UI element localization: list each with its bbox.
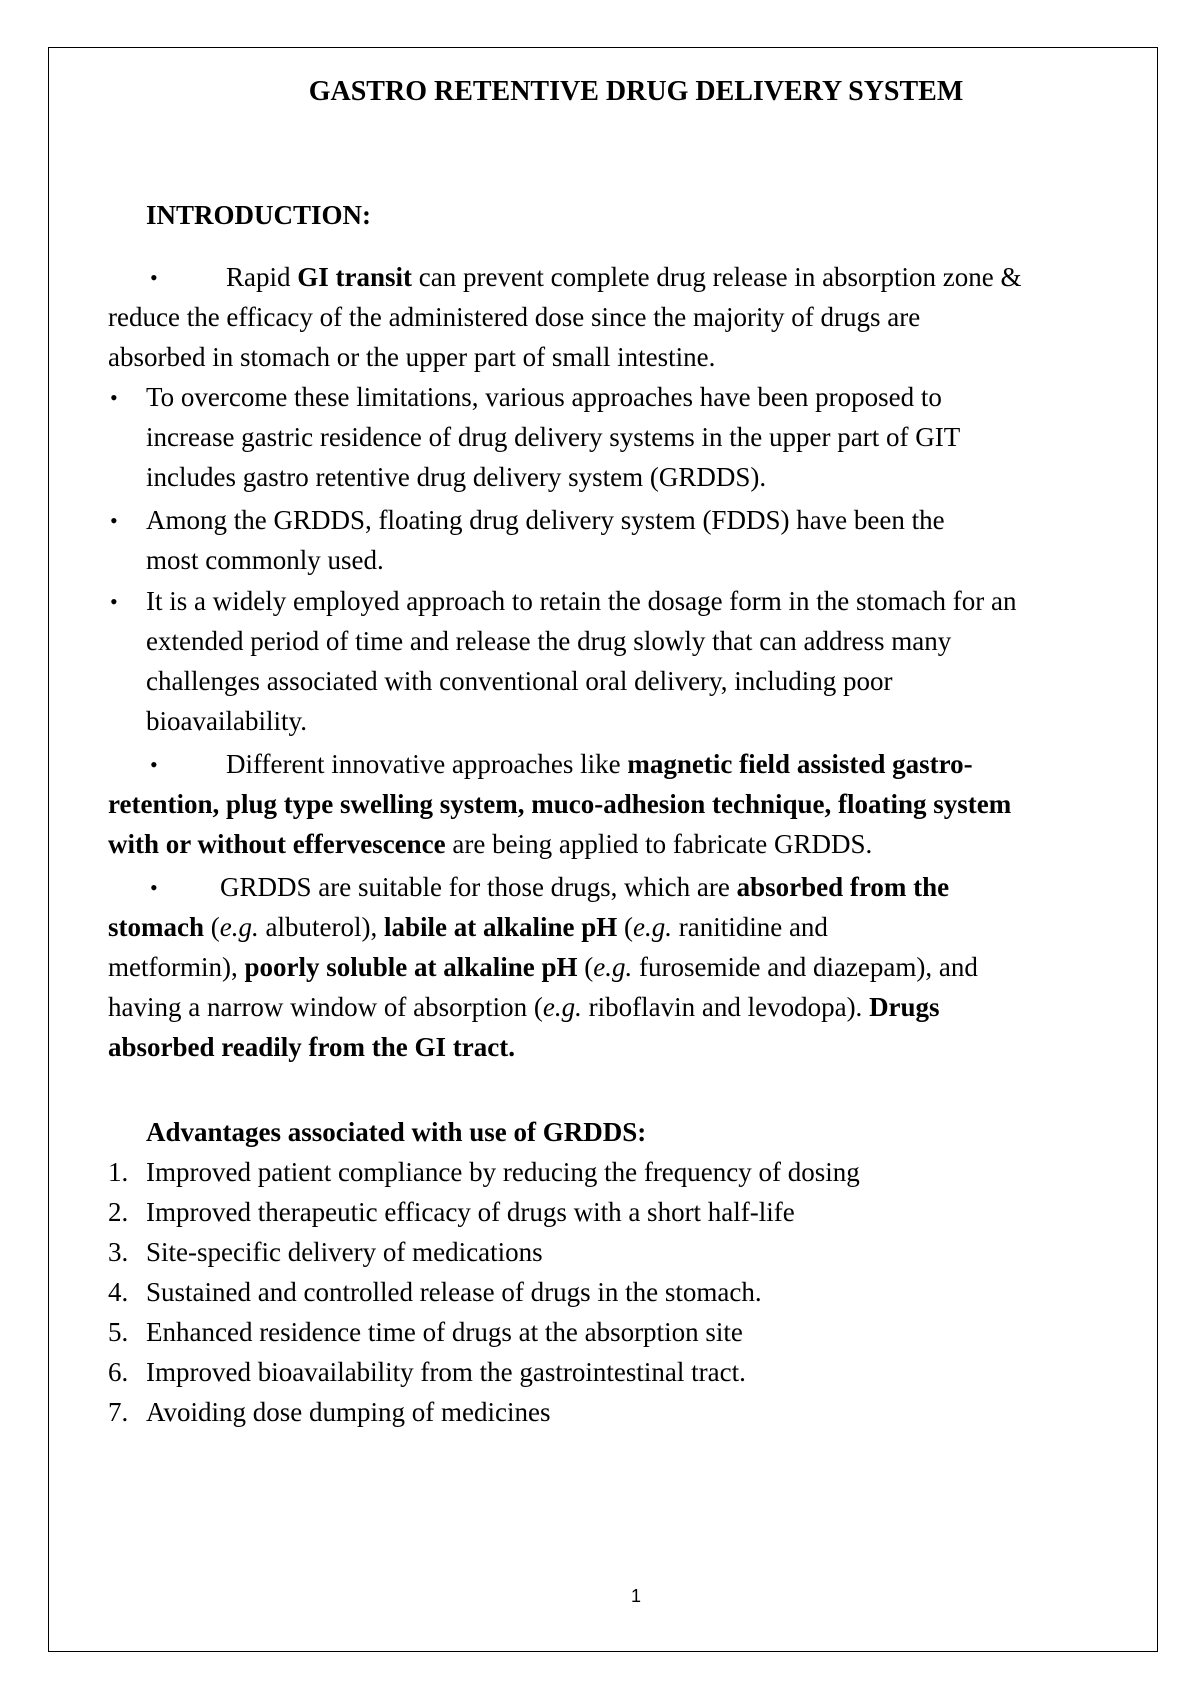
bullet1-line1: Rapid GI transit can prevent complete drug release in absorption zone & <box>226 262 1022 292</box>
bullet-icon: • <box>150 265 158 290</box>
list-item: Improved patient compliance by reducing the frequency of dosing <box>146 1157 860 1187</box>
list-item: Sustained and controlled release of drugs in the stomach. <box>146 1277 762 1307</box>
list-number: 4. <box>108 1277 129 1307</box>
bullet4-line3: challenges associated with conventional oral delivery, including poor <box>146 666 893 696</box>
document-title: GASTRO RETENTIVE DRUG DELIVERY SYSTEM <box>308 76 964 107</box>
bullet2-line2: increase gastric residence of drug delivery systems in the upper part of GIT <box>146 422 961 452</box>
page-number: 1 <box>630 1586 641 1606</box>
bullet-icon: • <box>110 385 118 410</box>
bullet1-line3: absorbed in stomach or the upper part of small intestine. <box>108 342 716 372</box>
list-number: 7. <box>108 1397 129 1427</box>
bullet4-line4: bioavailability. <box>146 706 307 736</box>
bullet-icon: • <box>110 589 118 614</box>
bullet6-line3: metformin), poorly soluble at alkaline pH (e.g. furosemide and diazepam), and <box>108 952 978 982</box>
list-item: Improved bioavailability from the gastrointestinal tract. <box>146 1357 746 1387</box>
bullet1-line2: reduce the efficacy of the administered dose since the majority of drugs are <box>108 302 921 332</box>
bullet-icon: • <box>150 875 158 900</box>
list-item: Site-specific delivery of medications <box>146 1237 543 1267</box>
bullet5-line3: with or without effervescence are being applied to fabricate GRDDS. <box>108 829 873 859</box>
list-item: Avoiding dose dumping of medicines <box>146 1397 551 1427</box>
bullet5-line2: retention, plug type swelling system, muco-adhesion technique, floating system <box>108 789 1012 819</box>
list-number: 1. <box>108 1157 129 1187</box>
bullet3-line1: Among the GRDDS, floating drug delivery system (FDDS) have been the <box>146 505 945 535</box>
bullet5-line1: Different innovative approaches like magnetic field assisted gastro- <box>226 749 973 779</box>
bullet4-line1: It is a widely employed approach to retain the dosage form in the stomach for an <box>146 586 1017 616</box>
list-number: 3. <box>108 1237 129 1267</box>
bullet-icon: • <box>110 508 118 533</box>
bullet2-line1: To overcome these limitations, various approaches have been proposed to <box>146 382 942 412</box>
list-number: 5. <box>108 1317 129 1347</box>
introduction-heading: INTRODUCTION: <box>146 200 372 230</box>
bullet4-line2: extended period of time and release the drug slowly that can address many <box>146 626 952 656</box>
list-item: Improved therapeutic efficacy of drugs with a short half-life <box>146 1197 795 1227</box>
bullet-icon: • <box>150 752 158 777</box>
bullet3-line2: most commonly used. <box>146 545 384 575</box>
bullet6-line5: absorbed readily from the GI tract. <box>108 1032 515 1062</box>
bullet2-line3: includes gastro retentive drug delivery system (GRDDS). <box>146 462 767 492</box>
list-number: 2. <box>108 1197 129 1227</box>
bullet6-line1: GRDDS are suitable for those drugs, which are absorbed from the <box>220 872 950 902</box>
bullet6-line4: having a narrow window of absorption (e.g. riboflavin and levodopa). Drugs <box>108 992 940 1022</box>
list-number: 6. <box>108 1357 129 1387</box>
bullet6-line2: stomach (e.g. albuterol), labile at alkaline pH (e.g. ranitidine and <box>108 912 828 942</box>
list-item: Enhanced residence time of drugs at the absorption site <box>146 1317 743 1347</box>
advantages-heading: Advantages associated with use of GRDDS: <box>146 1117 647 1147</box>
